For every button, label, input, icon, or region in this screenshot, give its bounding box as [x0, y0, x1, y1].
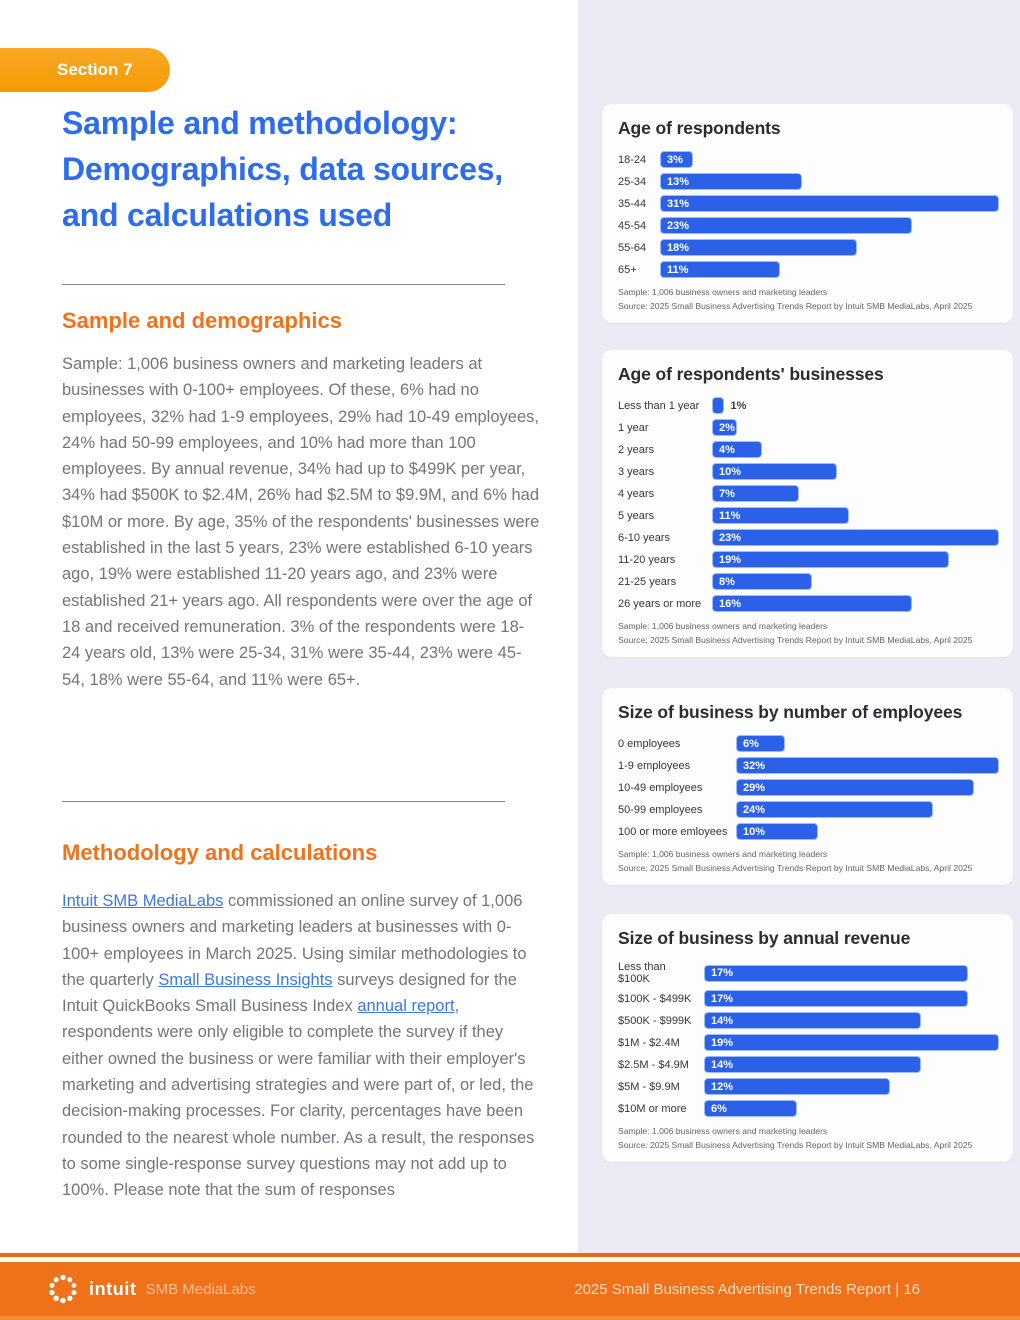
chart-bar-value: 32% [743, 759, 766, 772]
chart-bar-value: 7% [719, 487, 735, 500]
chart-card-size-by-employees [602, 688, 1013, 885]
chart-bar-value: 4% [719, 443, 735, 456]
chart-bar-track [712, 507, 999, 524]
chart-bar-track [660, 217, 999, 234]
chart-bar [704, 1034, 999, 1051]
chart-bar [660, 151, 693, 168]
chart-bar-track [660, 261, 999, 278]
footer-brand [46, 1272, 256, 1306]
chart-bar-value: 3% [667, 153, 683, 166]
chart-category-label: 6-10 years [618, 531, 670, 544]
chart-bar-value: 12% [711, 1080, 734, 1093]
chart-bar-track [660, 239, 999, 256]
chart-category-label: 65+ [618, 263, 637, 276]
chart-category-label: 18-24 [618, 153, 647, 166]
chart-category-label: $10M or more [618, 1102, 687, 1115]
chart-bar-value: 14% [711, 1058, 734, 1071]
chart-category-label: 4 years [618, 487, 655, 500]
chart-row [618, 1056, 999, 1073]
chart-category-label: 50-99 employees [618, 803, 703, 816]
chart-row [618, 195, 999, 212]
sample-section-heading: Sample and demographics [62, 308, 342, 333]
chart-title: Size of business by annual revenue [618, 928, 911, 948]
chart-rows [618, 397, 999, 612]
chart-bar [704, 1100, 797, 1117]
chart-row [618, 1034, 999, 1051]
chart-bar-track [712, 441, 999, 458]
chart-category-label: 2 years [618, 443, 655, 456]
chart-bar [704, 965, 968, 982]
chart-bar-track [704, 1012, 999, 1029]
chart-row [618, 757, 999, 774]
chart-bar-track [712, 529, 999, 546]
chart-row [618, 990, 999, 1007]
chart-category-label: 1 year [618, 421, 649, 434]
chart-bar-track [660, 173, 999, 190]
chart-notes [618, 848, 999, 875]
chart-category-label: 45-54 [618, 219, 647, 232]
chart-rows [618, 961, 999, 1117]
methodology-section-heading: Methodology and calculations [62, 840, 378, 865]
chart-category-label: 1-9 employees [618, 759, 691, 772]
divider [62, 801, 505, 802]
chart-category-label: 10-49 employees [618, 781, 703, 794]
chart-category-label: 11-20 years [618, 553, 676, 566]
chart-bar-value: 1% [730, 399, 747, 412]
chart-notes [618, 286, 999, 313]
chart-row [618, 529, 999, 546]
chart-row [618, 595, 999, 612]
chart-bar-value: 31% [667, 197, 690, 210]
chart-title: Size of business by number of employees [618, 702, 963, 722]
chart-bar-value: 19% [719, 553, 742, 566]
chart-rows [618, 735, 999, 840]
chart-bar-value: 23% [719, 531, 742, 544]
footer-divider [0, 1253, 1020, 1257]
chart-row [618, 823, 999, 840]
chart-category-label: 26 years or more [618, 597, 702, 610]
chart-bar-track [712, 551, 999, 568]
chart-bar-track [704, 965, 999, 982]
chart-bar [660, 217, 912, 234]
chart-source-note: Source: 2025 Small Business Advertising Trends Report by Intuit SMB MediaLabs, April 2025 [618, 300, 973, 311]
chart-bar [712, 397, 724, 414]
chart-bar-track [660, 151, 999, 168]
chart-category-label: 21-25 years [618, 575, 677, 588]
chart-bar-value: 8% [719, 575, 735, 588]
chart-row [618, 463, 999, 480]
chart-bar-track [660, 195, 999, 212]
chart-bar [736, 823, 818, 840]
chart-bar-track [712, 573, 999, 590]
methodology-section-body [62, 888, 540, 1204]
chart-bar-value: 19% [711, 1036, 734, 1049]
divider [62, 284, 505, 285]
chart-row [618, 735, 999, 752]
chart-bar-value: 14% [711, 1014, 734, 1027]
footer-brand-name: intuit [89, 1278, 137, 1299]
chart-bar-track [736, 757, 999, 774]
chart-bar [712, 419, 737, 436]
chart-row [618, 961, 999, 985]
chart-bar [660, 239, 857, 256]
chart-bar [704, 1012, 921, 1029]
chart-row [618, 1012, 999, 1029]
chart-category-label: Less than 1 year [618, 399, 700, 412]
chart-row [618, 485, 999, 502]
chart-bar [736, 801, 933, 818]
chart-row [618, 261, 999, 278]
chart-bar-value: 11% [719, 509, 741, 522]
chart-category-label: 100 or more emloyees [618, 825, 728, 838]
page-title-line: Demographics, data sources, [62, 151, 503, 187]
chart-bar [712, 573, 812, 590]
chart-title: Age of respondents [618, 118, 781, 138]
chart-row [618, 239, 999, 256]
annual-report-link[interactable]: annual report [357, 997, 455, 1016]
chart-bar-value: 17% [711, 992, 734, 1005]
chart-category-label: $2.5M - $4.9M [618, 1058, 689, 1071]
sample-section-body: Sample: 1,006 business owners and marketing leaders at businesses with 0-100+ employees. Of these, 6% had no employees, 32% had 1-9 employees, 29% had 10-49 employees, 24% had 50-99 employees, and 10% had more than 100 employees. By annual revenue, 34% had up to $499K per year, 34% had $500K to $2.4M, 26% had $2.5M to $9.9M, and 6% had $10M or more. By age, 35% of the respondents' businesses were established in the last 5 years, 23% were established 6-10 years ago, 19% were established 11-20 years ago, and 23% were established 21+ years ago. All respondents were over the age of 18 and received remuneration. 3% of the respondents were 18-24 years old, 13% were 25-34, 31% were 35-44, 23% were 45-54, 18% were 55-64, and 11% were 65+. [62, 355, 540, 689]
chart-bar [712, 463, 837, 480]
chart-sample-note: Sample: 1,006 business owners and marketing leaders [618, 621, 828, 631]
chart-bar-track [704, 990, 999, 1007]
chart-row [618, 801, 999, 818]
body-text: surveys designed for the Intuit QuickBooks Small Business Index [62, 970, 517, 1016]
chart-title: Age of respondents' businesses [618, 364, 884, 384]
chart-bar-value: 18% [667, 241, 690, 254]
page-title [62, 100, 562, 238]
chart-category-label: $500K - $999K [618, 1014, 692, 1027]
chart-bar-value: 10% [743, 825, 766, 838]
chart-sample-note: Sample: 1,006 business owners and marketing leaders [618, 287, 828, 297]
chart-bar [704, 990, 968, 1007]
chart-bar-track [704, 1056, 999, 1073]
chart-category-label: $1M - $2.4M [618, 1036, 680, 1049]
chart-source-note: Source: 2025 Small Business Advertising Trends Report by Intuit SMB MediaLabs, April 2025 [618, 634, 973, 645]
chart-row [618, 217, 999, 234]
chart-bar [704, 1078, 890, 1095]
chart-row [618, 1078, 999, 1095]
body-text: commissioned an online survey of 1,006 business owners and marketing leaders at businesses with 0-100+ employees in March 2025. Using similar methodologies to the quarterly [62, 892, 527, 989]
chart-bar-track [712, 485, 999, 502]
small-business-insights-link[interactable]: Small Business Insights [158, 970, 333, 989]
chart-sample-note: Sample: 1,006 business owners and marketing leaders [618, 1126, 828, 1136]
chart-source-note: Source: 2025 Small Business Advertising Trends Report by Intuit SMB MediaLabs, April 2025 [618, 1139, 973, 1150]
chart-bar-value: 29% [743, 781, 766, 794]
chart-bar [712, 551, 949, 568]
chart-bar-track [704, 1100, 999, 1117]
chart-bar [712, 529, 999, 546]
chart-bar [712, 485, 799, 502]
chart-row [618, 151, 999, 168]
charts-panel [578, 0, 1020, 1253]
chart-bar [736, 757, 999, 774]
chart-bar-value: 16% [719, 597, 742, 610]
chart-bar-value: 13% [667, 175, 690, 188]
chart-row [618, 573, 999, 590]
chart-bar [660, 173, 802, 190]
chart-card-age-of-businesses [602, 350, 1013, 657]
chart-notes [618, 620, 999, 647]
chart-bar-track [736, 735, 999, 752]
chart-source-note: Source: 2025 Small Business Advertising Trends Report by Intuit SMB MediaLabs, April 2025 [618, 862, 973, 873]
chart-card-age-of-respondents [602, 104, 1013, 323]
chart-bar-track [736, 801, 999, 818]
chart-category-label: $100K - $499K [618, 992, 692, 1005]
footer [0, 1262, 1020, 1320]
chart-card-size-by-revenue [602, 914, 1013, 1162]
chart-category-label: 3 years [618, 465, 655, 478]
chart-bar-track [712, 419, 999, 436]
chart-bar [660, 261, 780, 278]
chart-bar [712, 441, 762, 458]
chart-bar [712, 507, 849, 524]
footer-page-label: 2025 Small Business Advertising Trends Report | 16 [574, 1280, 920, 1298]
section-badge-label: Section 7 [57, 60, 133, 79]
footer-brand-suffix: SMB MediaLabs [145, 1280, 256, 1298]
chart-notes [618, 1125, 999, 1152]
intuit-dotted-circle-logo-icon [46, 1272, 80, 1306]
chart-row [618, 173, 999, 190]
chart-bar-value: 24% [743, 803, 766, 816]
chart-row [618, 779, 999, 796]
chart-category-label: 0 employees [618, 737, 681, 750]
chart-bar [736, 735, 785, 752]
chart-row [618, 441, 999, 458]
chart-row [618, 419, 999, 436]
chart-category-label: Less than $100K [618, 961, 666, 985]
page-title-line: and calculations used [62, 197, 393, 233]
chart-bar [704, 1056, 921, 1073]
chart-bar [712, 595, 912, 612]
chart-bar-track [704, 1034, 999, 1051]
chart-row [618, 397, 999, 414]
chart-row [618, 507, 999, 524]
chart-bar-value: 6% [743, 737, 759, 750]
chart-bar-value: 10% [719, 465, 742, 478]
chart-bar-track [712, 595, 999, 612]
chart-rows [618, 151, 999, 278]
chart-bar-value: 2% [719, 421, 735, 434]
chart-bar-track [712, 397, 999, 414]
chart-bar-track [712, 463, 999, 480]
chart-bar [736, 779, 974, 796]
chart-category-label: $5M - $9.9M [618, 1080, 680, 1093]
intuit-smb-medialabs-link[interactable]: Intuit SMB MediaLabs [62, 892, 224, 910]
chart-category-label: 55-64 [618, 241, 647, 254]
chart-bar-value: 17% [711, 967, 734, 979]
chart-bar-value: 23% [667, 219, 690, 232]
chart-bar-value: 6% [711, 1102, 727, 1115]
chart-bar [660, 195, 999, 212]
body-text: , respondents were only eligible to complete the survey if they either owned the business or were familiar with their employer's marketing and advertising strategies and were part of, or led, the decision-making processes. For clarity, percentages have been rounded to the nearest whole number. As a result, the responses to some single-response survey questions may not add up to 100%. Please note that the sum of responses [62, 997, 535, 1200]
chart-bar-value: 11% [667, 263, 689, 276]
chart-row [618, 551, 999, 568]
chart-bar-track [704, 1078, 999, 1095]
chart-bar-track [736, 779, 999, 796]
section-badge [0, 48, 170, 92]
page-title-line: Sample and methodology: [62, 105, 458, 141]
chart-sample-note: Sample: 1,006 business owners and marketing leaders [618, 849, 828, 859]
chart-row [618, 1100, 999, 1117]
chart-bar-track [736, 823, 999, 840]
chart-category-label: 5 years [618, 509, 655, 522]
chart-category-label: 25-34 [618, 175, 647, 188]
chart-category-label: 35-44 [618, 197, 647, 210]
